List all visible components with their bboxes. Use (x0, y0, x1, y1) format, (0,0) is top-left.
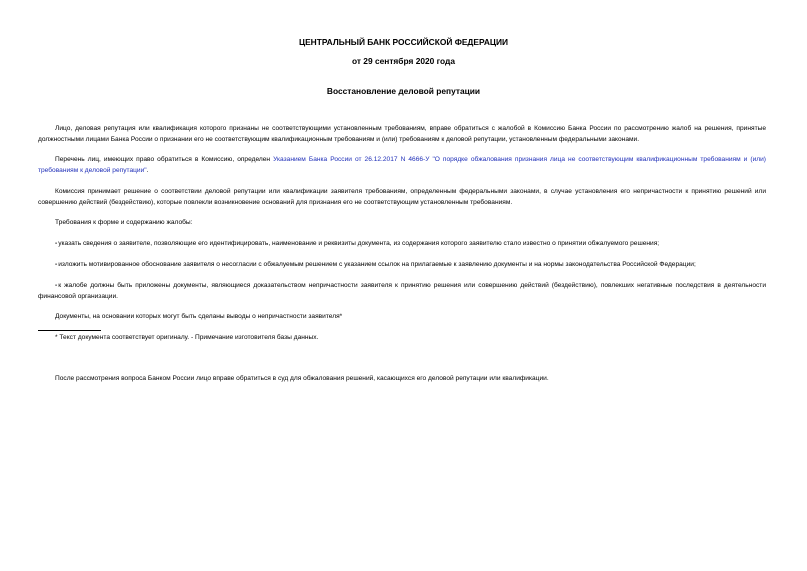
document-date: от 29 сентября 2020 года (351, 56, 456, 66)
org-title: ЦЕНТРАЛЬНЫЙ БАНК РОССИЙСКОЙ ФЕДЕРАЦИИ (298, 37, 509, 47)
list-item-text: к жалобе должны быть приложены документы, являющиеся доказательством непричастности заявителя к принятию решения или совершению действий (бездействию), повлекших негативные последствия в деятельности финансовой организации. (38, 282, 766, 300)
paragraph-3: Комиссия принимает решение о соответствии деловой репутации или квалификации заявителя требованиям, определенным федеральными законами, в случае установления его непричастности к принятию решений или совершению действий (бездействию), которые повлекли возникновение оснований для признания его не соответствующим установленным требованиям. (38, 188, 766, 206)
paragraph-2-end: . (146, 166, 149, 174)
list-item (38, 260, 766, 271)
document-title: Восстановление деловой репутации (326, 86, 481, 96)
paragraph-6: После рассмотрения вопроса Банком России лицо вправе обратиться в суд для обжалования решений, касающихся его деловой репутации или квалификации. (55, 375, 549, 382)
list-item-text: изложить мотивированное обоснование заявителя о несогласии с обжалуемым решением с указанием ссылок на прилагаемые к заявлению документы и на нормы законодательства Российской Федерации; (58, 261, 696, 268)
paragraph-4: Требования к форме и содержанию жалобы: (55, 219, 193, 226)
footnote-divider (38, 330, 101, 331)
footnote: * Текст документа соответствует оригиналу. - Примечание изготовителя базы данных. (55, 334, 319, 341)
bullet-marker: - (55, 261, 58, 268)
bullet-marker: - (55, 240, 58, 247)
bullet-marker: - (55, 282, 58, 289)
paragraph-2 (38, 155, 766, 176)
paragraph-1: Лицо, деловая репутация или квалификация которого признаны не соответствующими установленным требованиям, вправе обратиться с жалобой в Комиссию Банка России по рассмотрению жалоб на решения, принятые должностными лицами Банка России о признании его не соответствующим квалификационным требованиям и (или) требованиям к деловой репутации, установленным федеральными законами. (38, 125, 766, 143)
list-item-text: указать сведения о заявителе, позволяющие его идентифицировать, наименование и реквизиты документа, из содержания которого заявителю стало известно о принятии обжалуемого решения; (58, 240, 660, 247)
list-item (38, 239, 766, 250)
list-item (38, 281, 766, 302)
regulation-link[interactable]: Указанием Банка России от 26.12.2017 N 4666-У "О порядке обжалования признания лица не соответствующим квалификационным требованиям и (или) требованиям к деловой репутации" (38, 156, 766, 174)
paragraph-5: Документы, на основании которых могут быть сделаны выводы о непричастности заявителя* (55, 313, 343, 320)
paragraph-2-text: Перечень лиц, имеющих право обратиться в Комиссию, определен (55, 156, 274, 163)
